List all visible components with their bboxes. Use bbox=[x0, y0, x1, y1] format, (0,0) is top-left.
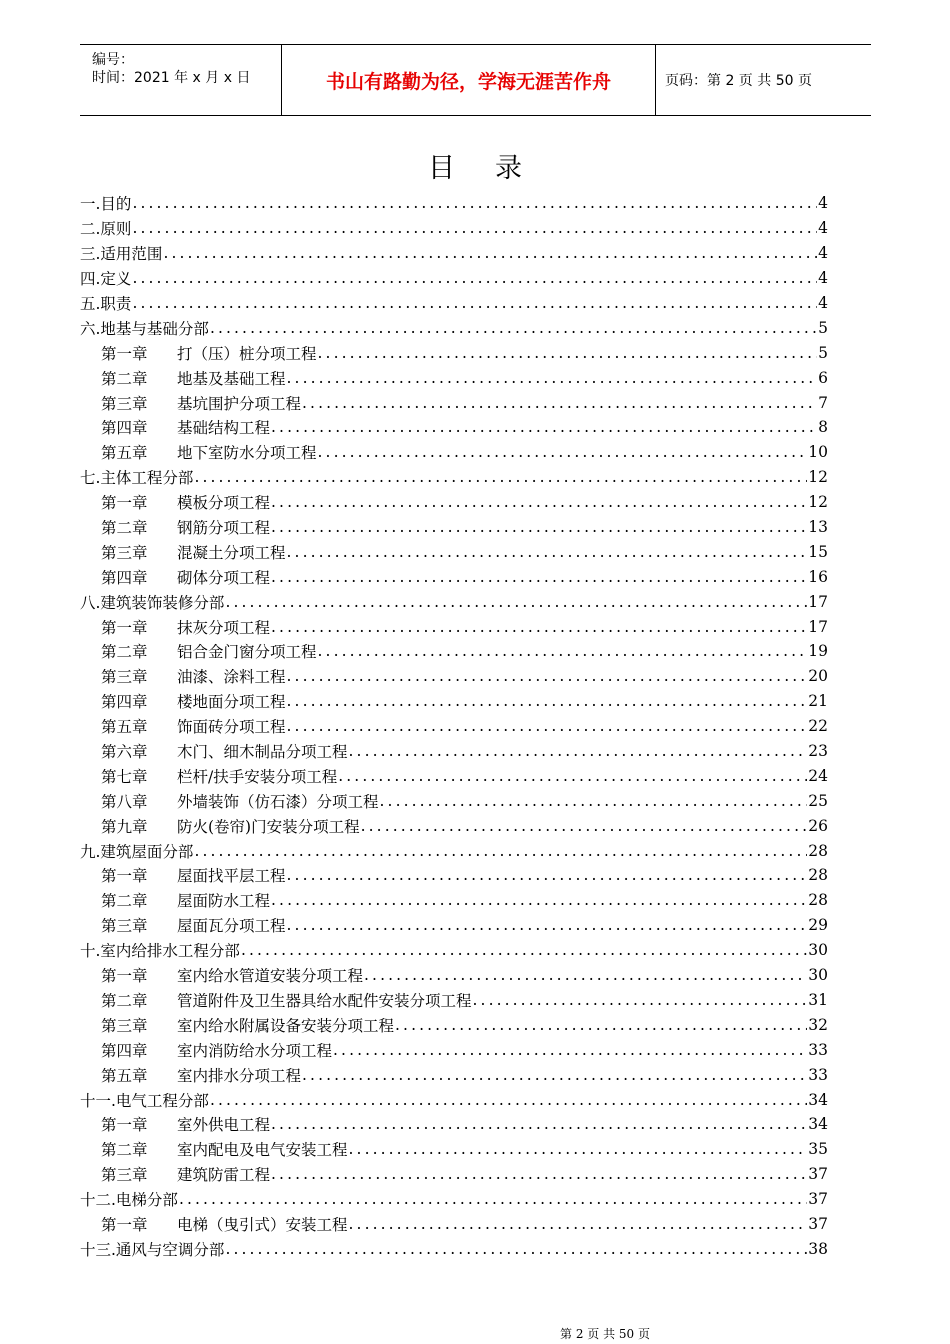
toc-entry-title: 饰面砖分项工程 bbox=[177, 718, 286, 737]
toc-chapter-entry[interactable] bbox=[80, 714, 828, 739]
toc-chapter-number: 第一章 bbox=[101, 1116, 148, 1135]
header-motto: 书山有路勤为径，学海无涯苦作舟 bbox=[282, 45, 656, 115]
toc-page-number: 30 bbox=[808, 966, 828, 985]
dot-leader bbox=[302, 1066, 807, 1084]
toc-page-number: 19 bbox=[808, 642, 828, 661]
dot-leader bbox=[163, 244, 817, 262]
toc-chapter-number: 第三章 bbox=[101, 1166, 148, 1185]
page-header bbox=[80, 44, 871, 116]
dot-leader bbox=[194, 468, 807, 486]
toc-entry-title: 五.职责 bbox=[80, 295, 132, 313]
toc-chapter-number: 第二章 bbox=[101, 643, 148, 662]
dot-leader bbox=[271, 1165, 807, 1183]
toc-entry-title: 室外供电工程 bbox=[177, 1116, 271, 1135]
toc-page-number: 38 bbox=[808, 1239, 828, 1258]
page-title: 目录 bbox=[428, 153, 562, 184]
toc-page-number: 30 bbox=[808, 941, 828, 960]
dot-leader bbox=[271, 1115, 807, 1133]
dot-leader bbox=[132, 294, 817, 312]
toc-chapter-number: 第五章 bbox=[101, 444, 148, 463]
toc-entry-title: 八.建筑装饰装修分部 bbox=[80, 593, 225, 612]
toc-page-number: 34 bbox=[808, 1090, 828, 1109]
toc-chapter-number: 第七章 bbox=[101, 767, 148, 786]
toc-chapter-number: 第一章 bbox=[101, 867, 148, 886]
toc-page-number: 31 bbox=[808, 990, 828, 1009]
toc-page-number: 7 bbox=[818, 393, 828, 412]
toc-entry-title: 十二.电梯分部 bbox=[80, 1191, 178, 1210]
toc-page-number: 12 bbox=[808, 468, 828, 487]
toc-chapter-entry[interactable] bbox=[80, 1162, 828, 1187]
dot-leader bbox=[225, 1240, 807, 1258]
toc-page-number: 4 bbox=[818, 294, 828, 312]
toc-section-entry[interactable] bbox=[80, 1087, 828, 1112]
toc-chapter-entry[interactable] bbox=[80, 913, 828, 938]
toc-entry-title: 铝合金门窗分项工程 bbox=[177, 643, 317, 662]
table-of-contents bbox=[80, 191, 828, 1261]
toc-section-entry[interactable] bbox=[80, 465, 828, 490]
toc-chapter-number: 第四章 bbox=[101, 1041, 148, 1060]
toc-section-entry[interactable] bbox=[80, 315, 828, 340]
dot-leader bbox=[349, 1140, 808, 1158]
toc-entry-title: 地下室防水分项工程 bbox=[177, 444, 317, 463]
toc-section-entry[interactable] bbox=[80, 216, 828, 241]
toc-chapter-number: 第一章 bbox=[101, 618, 148, 637]
toc-entry-title: 屋面瓦分项工程 bbox=[177, 917, 286, 936]
toc-entry-title: 屋面防水工程 bbox=[177, 892, 271, 911]
toc-chapter-number: 第五章 bbox=[101, 1066, 148, 1085]
toc-page-number: 28 bbox=[808, 891, 828, 910]
toc-chapter-number: 第一章 bbox=[101, 967, 148, 986]
toc-page-number: 26 bbox=[808, 816, 828, 835]
toc-chapter-entry[interactable] bbox=[80, 1062, 828, 1087]
toc-entry-title: 楼地面分项工程 bbox=[177, 693, 286, 712]
toc-page-number: 23 bbox=[808, 742, 828, 761]
toc-page-number: 4 bbox=[818, 244, 828, 263]
toc-entry-title: 模板分项工程 bbox=[177, 494, 271, 513]
dot-leader bbox=[271, 618, 807, 636]
toc-chapter-entry[interactable] bbox=[80, 564, 828, 589]
dot-leader bbox=[132, 219, 817, 237]
dot-leader bbox=[349, 1215, 808, 1233]
toc-chapter-entry[interactable] bbox=[80, 515, 828, 540]
dot-leader bbox=[302, 394, 817, 412]
toc-chapter-number: 第一章 bbox=[101, 344, 148, 363]
toc-chapter-entry[interactable] bbox=[80, 390, 828, 415]
toc-chapter-number: 第一章 bbox=[101, 494, 148, 513]
toc-entry-title: 抹灰分项工程 bbox=[177, 618, 271, 637]
toc-page-number: 21 bbox=[808, 692, 828, 711]
toc-page-number: 5 bbox=[818, 343, 828, 362]
toc-entry-title: 二.原则 bbox=[80, 220, 132, 239]
toc-page-number: 28 bbox=[808, 841, 828, 860]
toc-entry-title: 室内排水分项工程 bbox=[177, 1066, 302, 1085]
toc-chapter-entry[interactable] bbox=[80, 988, 828, 1013]
dot-leader bbox=[287, 717, 808, 735]
toc-entry-title: 栏杆/扶手安装分项工程 bbox=[177, 767, 338, 786]
toc-entry-title: 防火(卷帘)门安装分项工程 bbox=[177, 817, 360, 836]
toc-page-number: 20 bbox=[808, 667, 828, 686]
toc-entry-title: 基础结构工程 bbox=[177, 419, 271, 438]
dot-leader bbox=[271, 518, 807, 536]
toc-chapter-entry[interactable] bbox=[80, 888, 828, 913]
toc-section-entry[interactable] bbox=[80, 191, 828, 216]
toc-chapter-number: 第六章 bbox=[101, 743, 148, 762]
toc-section-entry[interactable] bbox=[80, 838, 828, 863]
toc-chapter-entry[interactable] bbox=[80, 440, 828, 465]
toc-entry-title: 混凝土分项工程 bbox=[177, 543, 286, 562]
toc-chapter-number: 第五章 bbox=[101, 718, 148, 737]
toc-page-number: 32 bbox=[808, 1015, 828, 1034]
toc-chapter-entry[interactable] bbox=[80, 763, 828, 788]
dot-leader bbox=[194, 842, 807, 860]
toc-chapter-number: 第二章 bbox=[101, 892, 148, 911]
toc-section-entry[interactable] bbox=[80, 1187, 828, 1212]
toc-chapter-entry[interactable] bbox=[80, 365, 828, 390]
toc-entry-title: 一.目的 bbox=[80, 195, 132, 214]
toc-chapter-entry[interactable] bbox=[80, 1012, 828, 1037]
dot-leader bbox=[395, 1016, 807, 1034]
dot-leader bbox=[210, 319, 817, 337]
toc-chapter-entry[interactable] bbox=[80, 739, 828, 764]
toc-page-number: 35 bbox=[808, 1140, 828, 1159]
dot-leader bbox=[318, 344, 817, 362]
toc-chapter-entry[interactable] bbox=[80, 1137, 828, 1162]
toc-entry-title: 三.适用范围 bbox=[80, 245, 163, 264]
toc-entry-title: 外墙装饰（仿石漆）分项工程 bbox=[177, 792, 379, 811]
toc-page-number: 4 bbox=[818, 219, 828, 238]
toc-entry-title: 打（压）桩分项工程 bbox=[177, 344, 317, 363]
toc-chapter-entry[interactable] bbox=[80, 1037, 828, 1062]
toc-chapter-number: 第二章 bbox=[101, 1141, 148, 1160]
toc-chapter-number: 第九章 bbox=[101, 817, 148, 836]
toc-page-number: 22 bbox=[808, 717, 828, 736]
dot-leader bbox=[338, 767, 807, 785]
dot-leader bbox=[333, 1041, 807, 1059]
toc-section-entry[interactable] bbox=[80, 291, 828, 316]
toc-section-entry[interactable] bbox=[80, 1236, 828, 1261]
toc-page-number: 29 bbox=[808, 916, 828, 935]
dot-leader bbox=[132, 194, 817, 212]
dot-leader bbox=[361, 817, 808, 835]
page-footer: 第 2 页 共 50 页 bbox=[560, 1327, 650, 1341]
toc-page-number: 24 bbox=[808, 766, 828, 785]
dot-leader bbox=[241, 941, 807, 959]
dot-leader bbox=[271, 493, 807, 511]
toc-chapter-entry[interactable] bbox=[80, 863, 828, 888]
toc-page-number: 37 bbox=[808, 1190, 828, 1209]
toc-chapter-entry[interactable] bbox=[80, 1212, 828, 1237]
toc-chapter-number: 第三章 bbox=[101, 543, 148, 562]
header-page-info: 页码：第 2 页 共 50 页 bbox=[665, 73, 812, 89]
toc-entry-title: 室内给水附属设备安装分项工程 bbox=[177, 1016, 395, 1035]
toc-page-number: 5 bbox=[818, 318, 828, 337]
dot-leader bbox=[271, 418, 817, 436]
toc-page-number: 4 bbox=[818, 194, 828, 213]
toc-entry-title: 油漆、涂料工程 bbox=[177, 668, 286, 687]
toc-entry-title: 室内配电及电气安装工程 bbox=[177, 1141, 348, 1160]
dot-leader bbox=[287, 866, 808, 884]
toc-chapter-entry[interactable] bbox=[80, 639, 828, 664]
toc-entry-title: 钢筋分项工程 bbox=[177, 519, 271, 538]
toc-page-number: 33 bbox=[808, 1040, 828, 1059]
toc-entry-title: 室内给水管道安装分项工程 bbox=[177, 967, 364, 986]
toc-chapter-number: 第一章 bbox=[101, 1215, 148, 1234]
toc-entry-title: 十.室内给排水工程分部 bbox=[80, 942, 240, 961]
dot-leader bbox=[271, 891, 807, 909]
toc-page-number: 12 bbox=[808, 493, 828, 512]
toc-section-entry[interactable] bbox=[80, 266, 828, 291]
toc-section-entry[interactable] bbox=[80, 241, 828, 266]
toc-entry-title: 四.定义 bbox=[80, 270, 132, 289]
toc-chapter-entry[interactable] bbox=[80, 788, 828, 813]
toc-chapter-entry[interactable] bbox=[80, 614, 828, 639]
toc-chapter-number: 第三章 bbox=[101, 917, 148, 936]
dot-leader bbox=[225, 593, 807, 611]
dot-leader bbox=[210, 1091, 807, 1109]
toc-chapter-entry[interactable] bbox=[80, 813, 828, 838]
toc-entry-title: 管道附件及卫生器具给水配件安装分项工程 bbox=[177, 991, 472, 1010]
toc-page-number: 33 bbox=[808, 1065, 828, 1084]
toc-chapter-number: 第三章 bbox=[101, 668, 148, 687]
dot-leader bbox=[287, 543, 808, 561]
toc-page-number: 17 bbox=[808, 617, 828, 636]
toc-entry-title: 室内消防给水分项工程 bbox=[177, 1041, 333, 1060]
document-date: 时间：2021 年 x 月 x 日 bbox=[92, 70, 251, 86]
dot-leader bbox=[179, 1190, 807, 1208]
dot-leader bbox=[318, 642, 808, 660]
toc-page-number: 28 bbox=[808, 866, 828, 885]
dot-leader bbox=[271, 568, 807, 586]
toc-page-number: 25 bbox=[808, 791, 828, 810]
toc-chapter-entry[interactable] bbox=[80, 664, 828, 689]
toc-entry-title: 六.地基与基础分部 bbox=[80, 319, 209, 338]
toc-chapter-number: 第三章 bbox=[101, 1016, 148, 1035]
toc-chapter-entry[interactable] bbox=[80, 340, 828, 365]
toc-chapter-number: 第二章 bbox=[101, 519, 148, 538]
toc-chapter-number: 第二章 bbox=[101, 991, 148, 1010]
dot-leader bbox=[287, 692, 808, 710]
toc-section-entry[interactable] bbox=[80, 589, 828, 614]
dot-leader bbox=[287, 916, 808, 934]
toc-page-number: 4 bbox=[818, 269, 828, 288]
dot-leader bbox=[287, 667, 808, 685]
toc-page-number: 17 bbox=[808, 592, 828, 611]
dot-leader bbox=[349, 742, 808, 760]
toc-entry-title: 七.主体工程分部 bbox=[80, 469, 194, 488]
toc-entry-title: 木门、细木制品分项工程 bbox=[177, 743, 348, 762]
dot-leader bbox=[473, 991, 808, 1009]
toc-page-number: 6 bbox=[818, 368, 828, 387]
toc-entry-title: 十一.电气工程分部 bbox=[80, 1091, 209, 1110]
dot-leader bbox=[318, 443, 808, 461]
document-number-label: 编号： bbox=[92, 52, 134, 68]
toc-chapter-number: 第四章 bbox=[101, 568, 148, 587]
dot-leader bbox=[287, 369, 817, 387]
toc-chapter-entry[interactable] bbox=[80, 539, 828, 564]
toc-chapter-entry[interactable] bbox=[80, 1112, 828, 1137]
toc-chapter-number: 第三章 bbox=[101, 394, 148, 413]
toc-chapter-number: 第四章 bbox=[101, 693, 148, 712]
toc-entry-title: 基坑围护分项工程 bbox=[177, 394, 302, 413]
toc-chapter-number: 第二章 bbox=[101, 369, 148, 388]
dot-leader bbox=[364, 966, 807, 984]
toc-entry-title: 十三.通风与空调分部 bbox=[80, 1240, 225, 1259]
toc-page-number: 10 bbox=[808, 443, 828, 462]
toc-chapter-number: 第八章 bbox=[101, 792, 148, 811]
toc-entry-title: 砌体分项工程 bbox=[177, 568, 271, 587]
toc-page-number: 37 bbox=[808, 1165, 828, 1184]
toc-page-number: 8 bbox=[818, 418, 828, 437]
toc-entry-title: 电梯（曳引式）安装工程 bbox=[177, 1215, 348, 1234]
toc-entry-title: 建筑防雷工程 bbox=[177, 1166, 271, 1185]
toc-page-number: 13 bbox=[808, 518, 828, 537]
toc-chapter-entry[interactable] bbox=[80, 963, 828, 988]
toc-entry-title: 地基及基础工程 bbox=[177, 369, 286, 388]
toc-chapter-entry[interactable] bbox=[80, 689, 828, 714]
toc-chapter-entry[interactable] bbox=[80, 415, 828, 440]
toc-entry-title: 屋面找平层工程 bbox=[177, 867, 286, 886]
toc-page-number: 15 bbox=[808, 542, 828, 561]
toc-chapter-number: 第四章 bbox=[101, 419, 148, 438]
toc-page-number: 34 bbox=[808, 1115, 828, 1134]
toc-page-number: 16 bbox=[808, 567, 828, 586]
toc-chapter-entry[interactable] bbox=[80, 490, 828, 515]
header-meta bbox=[80, 45, 282, 115]
dot-leader bbox=[380, 792, 808, 810]
toc-page-number: 37 bbox=[808, 1214, 828, 1233]
dot-leader bbox=[132, 269, 817, 287]
toc-section-entry[interactable] bbox=[80, 938, 828, 963]
toc-entry-title: 九.建筑屋面分部 bbox=[80, 842, 194, 861]
